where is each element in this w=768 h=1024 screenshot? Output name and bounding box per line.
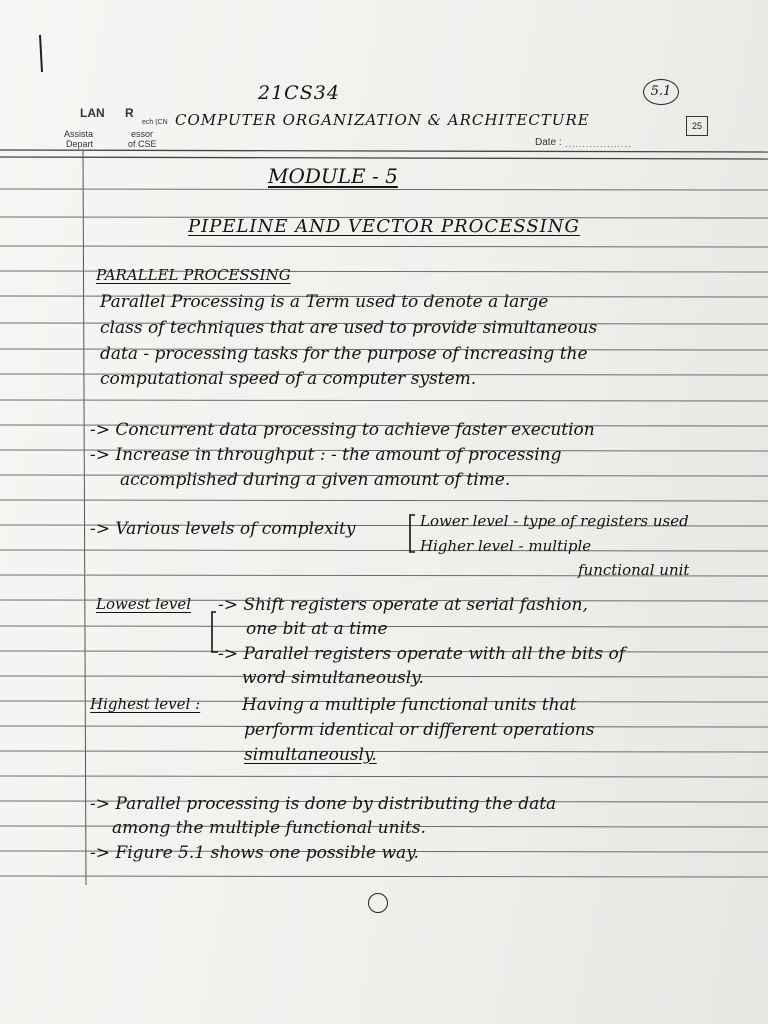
printed-role-part: essor [131, 129, 154, 139]
highest-level-line: perform identical or different operations [244, 720, 595, 740]
closing-line: among the multiple functional units. [112, 818, 426, 838]
shift-registers-line: -> Shift registers operate at serial fashion, [218, 595, 588, 615]
closing-line: -> Figure 5.1 shows one possible way. [90, 843, 419, 863]
bullet-levels: -> Various levels of complexity [90, 519, 356, 539]
lowest-level-label: Lowest level [96, 595, 192, 613]
highest-level-line: Having a multiple functional units that [242, 695, 577, 715]
parallel-registers-cont: word simultaneously. [242, 668, 424, 688]
printed-degree: ech (CN [142, 119, 168, 126]
higher-level-note-cont: functional unit [578, 561, 690, 579]
lower-level-note: Lower level - type of registers used [420, 512, 689, 530]
highest-level-line: simultaneously. [244, 745, 377, 765]
module-title: MODULE - 5 [268, 164, 398, 188]
binder-hole [368, 893, 388, 913]
printed-name-part: R [125, 106, 134, 120]
higher-level-note: Higher level - multiple [420, 537, 592, 555]
notebook-page: 21CS34 5.1 LAN R ech (CN Assista essor Depart of CSE COMPUTER ORGANIZATION & ARCHITECTURE Date : ................... 25 MODULE - 5 PIPELINE AND VECTOR PROCESSING PARALLEL PROCESSING Parallel Processing is a Term used to denote a large class of techniques that are used to provide simultaneous data - processing tasks for the purpose of increasing the computational speed of a computer system. -> Concurrent data processing to achieve faster execution -> Increase in throughput : - the amount of processing accomplished during a given amount of time. -> Various levels of complexity Lower level - type of registers used Higher level - multiple functional unit Lowest level -> Shift registers operate at serial fashion, one bit at a time -> Parallel registers operate with all the bits of word simultaneously. Highest level : Having a multiple functional units that perform identical or different operations simultaneously. -> Parallel processing is done by distributing the data among the multiple functional units. -> Figure 5.1 shows one possible way. [0, 0, 768, 1024]
parallel-registers-line: -> Parallel registers operate with all the bits of [218, 644, 625, 664]
printed-role: Assista [64, 129, 94, 139]
printed-department-part: of CSE [128, 139, 157, 149]
bullet-throughput-cont: accomplished during a given amount of time. [120, 470, 511, 490]
date-label: Date : [535, 137, 562, 148]
closing-line: -> Parallel processing is done by distributing the data [90, 794, 557, 814]
course-code: 21CS34 [258, 82, 340, 104]
printed-name: LAN [80, 106, 105, 120]
definition-line: class of techniques that are used to provide simultaneous [100, 318, 598, 338]
definition-line: Parallel Processing is a Term used to denote a large [100, 292, 549, 312]
highest-level-label: Highest level : [90, 695, 201, 713]
bullet-throughput: -> Increase in throughput : - the amount of processing [90, 445, 562, 465]
section-heading: PARALLEL PROCESSING [96, 266, 291, 284]
chapter-title: PIPELINE AND VECTOR PROCESSING [188, 216, 580, 237]
page-number: 25 [686, 116, 708, 136]
definition-line: computational speed of a computer system. [100, 369, 477, 389]
shift-registers-cont: one bit at a time [246, 619, 388, 639]
definition-line: data - processing tasks for the purpose of increasing the [100, 344, 588, 364]
subject-title: COMPUTER ORGANIZATION & ARCHITECTURE [175, 111, 590, 129]
bullet-concurrent: -> Concurrent data processing to achieve faster execution [90, 420, 595, 440]
printed-department: Depart [66, 139, 94, 149]
page-reference: 5.1 [643, 79, 679, 105]
